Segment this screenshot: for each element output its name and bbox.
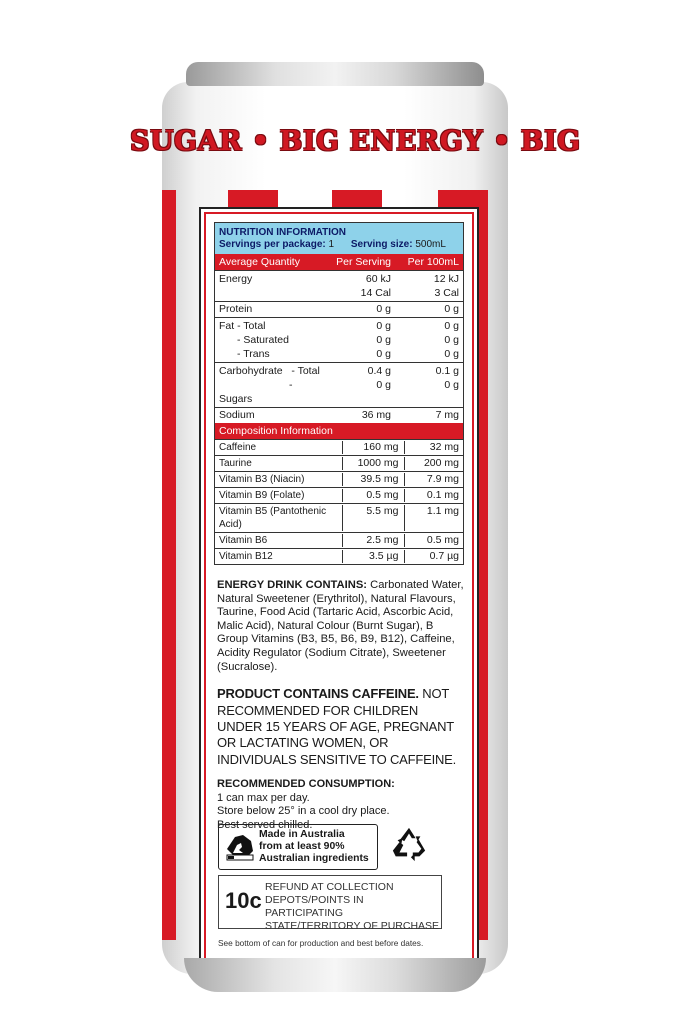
- row-per-100: 0 g: [444, 379, 459, 391]
- row-label: Protein: [219, 303, 253, 315]
- row-per-100: 0 g: [444, 348, 459, 360]
- row-label: Vitamin B5 (Pantothenic Acid): [215, 505, 343, 531]
- row-per-100: 7 mg: [435, 409, 459, 421]
- composition-row: [215, 487, 463, 503]
- row-per-serving: 0.4 g: [367, 365, 391, 377]
- warning-heading: PRODUCT CONTAINS CAFFEINE.: [217, 686, 419, 702]
- made-in-line: from at least 90%: [259, 841, 345, 852]
- container-refund-box: [218, 875, 442, 932]
- row-label: Vitamin B9 (Folate): [215, 489, 343, 502]
- servings-label: Servings per package:: [219, 239, 326, 250]
- composition-row: [215, 503, 463, 532]
- red-stripe: [162, 190, 176, 940]
- composition-row: [215, 471, 463, 487]
- refund-line: REFUND AT COLLECTION: [265, 881, 394, 893]
- row-per-100: 0 g: [444, 303, 459, 315]
- row-per-serving: 39.5 mg: [343, 473, 406, 486]
- composition-row: [215, 439, 463, 455]
- refund-text: [265, 881, 441, 933]
- row-per-serving: 36 mg: [361, 409, 391, 421]
- nutrition-column-header: [215, 254, 463, 270]
- row-label: Energy: [219, 273, 253, 285]
- caffeine-warning: [214, 686, 464, 768]
- row-per-serving: 0 g: [376, 348, 391, 360]
- row-per-100: 7.9 mg: [426, 473, 459, 485]
- row-per-serving: 0 g: [376, 303, 391, 315]
- row-per-serving: 3.5 µg: [343, 550, 406, 563]
- row-label: Vitamin B3 (Niacin): [215, 473, 343, 486]
- ingredients-heading: ENERGY DRINK CONTAINS:: [217, 579, 368, 591]
- row-label: Taurine: [215, 457, 343, 470]
- row-per-serving: 0 g: [376, 320, 391, 332]
- kangaroo-map-icon: [225, 831, 255, 861]
- made-in-text: [259, 829, 369, 865]
- made-in-australia-badge: [218, 824, 378, 870]
- row-per-serving: 5.5 mg: [343, 505, 406, 531]
- row-per-100: 0 g: [444, 320, 459, 332]
- column-per-100ml: Per 100mL: [407, 256, 459, 268]
- composition-header: [215, 423, 463, 439]
- row-per-serving: 1000 mg: [343, 457, 406, 470]
- row-label: Caffeine: [215, 441, 343, 454]
- composition-title: Composition Information: [219, 425, 333, 437]
- nutrition-row-sodium: [215, 407, 463, 423]
- column-per-serving: Per Serving: [336, 256, 391, 268]
- nutrition-panel: [214, 222, 464, 565]
- consumption-heading: RECOMMENDED CONSUMPTION:: [217, 778, 395, 791]
- can-bottom-rim: [184, 958, 486, 992]
- row-label: Carbohydrate - Total: [219, 365, 320, 377]
- row-label: Sodium: [219, 409, 255, 421]
- row-per-serving: 60 kJ: [365, 273, 391, 285]
- row-per-serving: 0 g: [376, 379, 391, 391]
- nutrition-header: [215, 223, 463, 254]
- energy-drink-can: [130, 62, 581, 992]
- ingredients-text: Carbonated Water, Natural Sweetener (Erythritol), Natural Flavours, Taurine, Food Acid (Tartaric Acid, Ascorbic Acid, Malic Acid), Natural Colour (Burnt Sugar), B Group Vitamins (B3, B5, B6, B9, B12), Caffeine, Acidity Regulator (Sodium Citrate), Sweetener (Sucralose).: [217, 579, 464, 673]
- composition-row: [215, 532, 463, 548]
- can-top-rim: [186, 62, 484, 86]
- row-per-serving: 0.5 mg: [343, 489, 406, 502]
- row-per-serving: 14 Cal: [360, 287, 391, 299]
- composition-row: [215, 455, 463, 471]
- composition-row: [215, 548, 463, 564]
- row-per-100: 12 kJ: [433, 273, 459, 285]
- row-label: Vitamin B6: [215, 534, 343, 547]
- row-per-100: 0 g: [444, 334, 459, 346]
- slogan-text: SUGAR • BIG ENERGY • BIG: [130, 126, 581, 157]
- row-per-serving: 0 g: [376, 334, 391, 346]
- nutrition-row-fat: [215, 317, 463, 362]
- refund-amount: 10c: [225, 888, 262, 913]
- row-label: - Sugars: [219, 379, 293, 405]
- row-per-100: 0.5 mg: [426, 534, 459, 546]
- row-label: - Trans: [237, 348, 270, 360]
- row-per-100: 0.1 g: [435, 365, 459, 377]
- nutrition-row-protein: [215, 301, 463, 317]
- recycle-icon: [390, 825, 428, 863]
- row-label: Fat - Total: [219, 320, 266, 332]
- row-per-100: 32 mg: [429, 441, 459, 453]
- row-per-100: 0.7 µg: [429, 550, 459, 562]
- slogan-band: [130, 118, 581, 166]
- label-panel: [204, 212, 474, 960]
- ingredients-block: [214, 579, 464, 674]
- refund-line: STATE/TERRITORY OF PURCHASE: [265, 920, 440, 932]
- serving-size-label: Serving size:: [350, 239, 413, 250]
- made-in-line: Made in Australia: [259, 829, 345, 840]
- nutrition-title: NUTRITION INFORMATION: [219, 227, 347, 238]
- row-per-serving: 2.5 mg: [343, 534, 406, 547]
- serving-size-value: 500mL: [415, 239, 446, 250]
- row-label: Vitamin B12: [215, 550, 343, 563]
- consumption-line: Best served chilled.: [217, 818, 313, 831]
- row-per-100: 1.1 mg: [426, 505, 459, 517]
- row-per-100: 3 Cal: [434, 287, 459, 299]
- row-per-serving: 160 mg: [343, 441, 406, 454]
- row-per-100: 200 mg: [423, 457, 459, 469]
- refund-line: DEPOTS/POINTS IN PARTICIPATING: [265, 894, 364, 919]
- row-label: - Saturated: [237, 334, 289, 346]
- nutrition-row-energy: [215, 270, 463, 301]
- servings-value: 1: [328, 239, 335, 250]
- column-average-quantity: Average Quantity: [219, 256, 300, 268]
- consumption-line: Store below 25° in a cool dry place.: [217, 805, 390, 818]
- can-body: [130, 82, 581, 974]
- made-in-line: Australian ingredients: [259, 853, 369, 864]
- date-note: See bottom of can for production and best before dates.: [218, 938, 424, 948]
- nutrition-row-carbohydrate: [215, 362, 463, 407]
- warning-text: NOT RECOMMENDED FOR CHILDREN UNDER 15 YEARS OF AGE, PREGNANT OR LACTATING WOMEN, OR INDIVIDUALS SENSITIVE TO CAFFEINE.: [217, 686, 457, 767]
- consumption-line: 1 can max per day.: [217, 791, 310, 804]
- row-per-100: 0.1 mg: [426, 489, 459, 501]
